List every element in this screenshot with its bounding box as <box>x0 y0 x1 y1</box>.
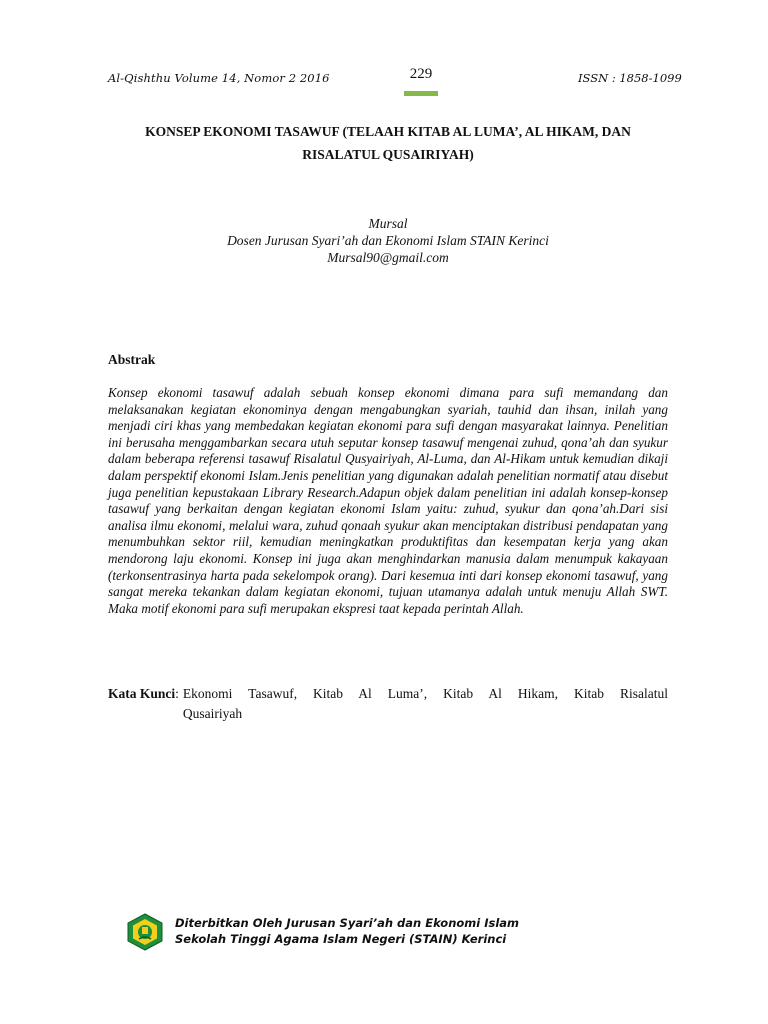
article-title-line2: RISALATUL QUSAIRIYAH) <box>302 147 474 162</box>
author-email: Mursal90@gmail.com <box>327 250 449 265</box>
author-block <box>108 215 668 266</box>
keywords-line1: Ekonomi Tasawuf, Kitab Al Luma’, Kitab Al Hikam, Kitab Risalatul <box>182 686 668 701</box>
publisher-line1: Diterbitkan Oleh Jurusan Syari’ah dan Ekonomi Islam <box>175 916 520 930</box>
keywords-block <box>108 684 668 724</box>
abstract-body <box>108 385 668 617</box>
page-number-underline <box>404 91 438 96</box>
article-title <box>108 120 668 166</box>
author-name: Mursal <box>368 216 408 231</box>
keywords-separator: : <box>175 686 179 701</box>
page-number: 229 <box>409 66 433 82</box>
article-title-line1: KONSEP EKONOMI TASAWUF (TELAAH KITAB AL LUMA’, AL HIKAM, DAN <box>145 124 631 139</box>
journal-header: Al-Qishthu Volume 14, Nomor 2 2016 <box>108 71 330 85</box>
publisher-footer <box>175 915 519 947</box>
author-affiliation: Dosen Jurusan Syari’ah dan Ekonomi Islam STAIN Kerinci <box>227 233 549 248</box>
keywords-label: Kata Kunci <box>108 686 176 701</box>
issn-header: ISSN : 1858-1099 <box>578 71 682 85</box>
abstract-text: Konsep ekonomi tasawuf adalah sebuah konsep ekonomi dimana para sufi memandang dan melaksanakan kegiatan ekonominya dengan mengabungkan syariah, tauhid dan ihsan, inilah yang menjadi ciri khas yang membedakan kegiatan ekonomi para sufi dengan masyarakat lainnya. Penelitian ini berusaha menggambarkan secara utuh seputar konsep tasawuf mengenai zuhud, qona’ah dan syukur dalam beberapa referensi tasawuf Risalatul Qusyairiyah, Al-Luma, dan Al-Hikam untuk kemudian dikaji dalam perspektif ekonomi Islam.Jenis penelitian yang digunakan adalah penelitian normatif atau disebut juga penelitian kepustakaan Library Research.Adapun objek dalam penelitian ini adalah konsep-konsep tasawuf yang berkaitan dengan kegiatan ekonomi Islam yaitu: zuhud, syukur dan qona’ah.Dari sisi analisa ilmu ekonomi, melalui wara, zuhud qonaah syukur akan menciptakan distribusi pendapatan yang menumbuhkan sektor riil, kemudian meningkatkan produktifitas dan kesempatan kerja yang akan mendorong laju ekonomi. Konsep ini juga akan menghindarkan manusia dalam menumpuk kakayaan (terkonsentrasinya harta pada sekelompok orang). Dari kesemua inti dari konsep ekonomi tasawuf, yang sangat mereka tekankan dalam kegiatan ekonomi, tujuan utamanya adalah untuk menuju Allah SWT. Maka motif ekonomi para sufi merupakan ekspresi taat kepada perintah Allah. <box>108 385 668 616</box>
keywords-values <box>183 684 668 724</box>
abstract-heading: Abstrak <box>108 352 156 367</box>
publisher-line2: Sekolah Tinggi Agama Islam Negeri (STAIN) Kerinci <box>175 932 507 946</box>
stain-kerinci-emblem-icon <box>126 913 164 951</box>
keywords-line2: Qusairiyah <box>182 706 243 721</box>
